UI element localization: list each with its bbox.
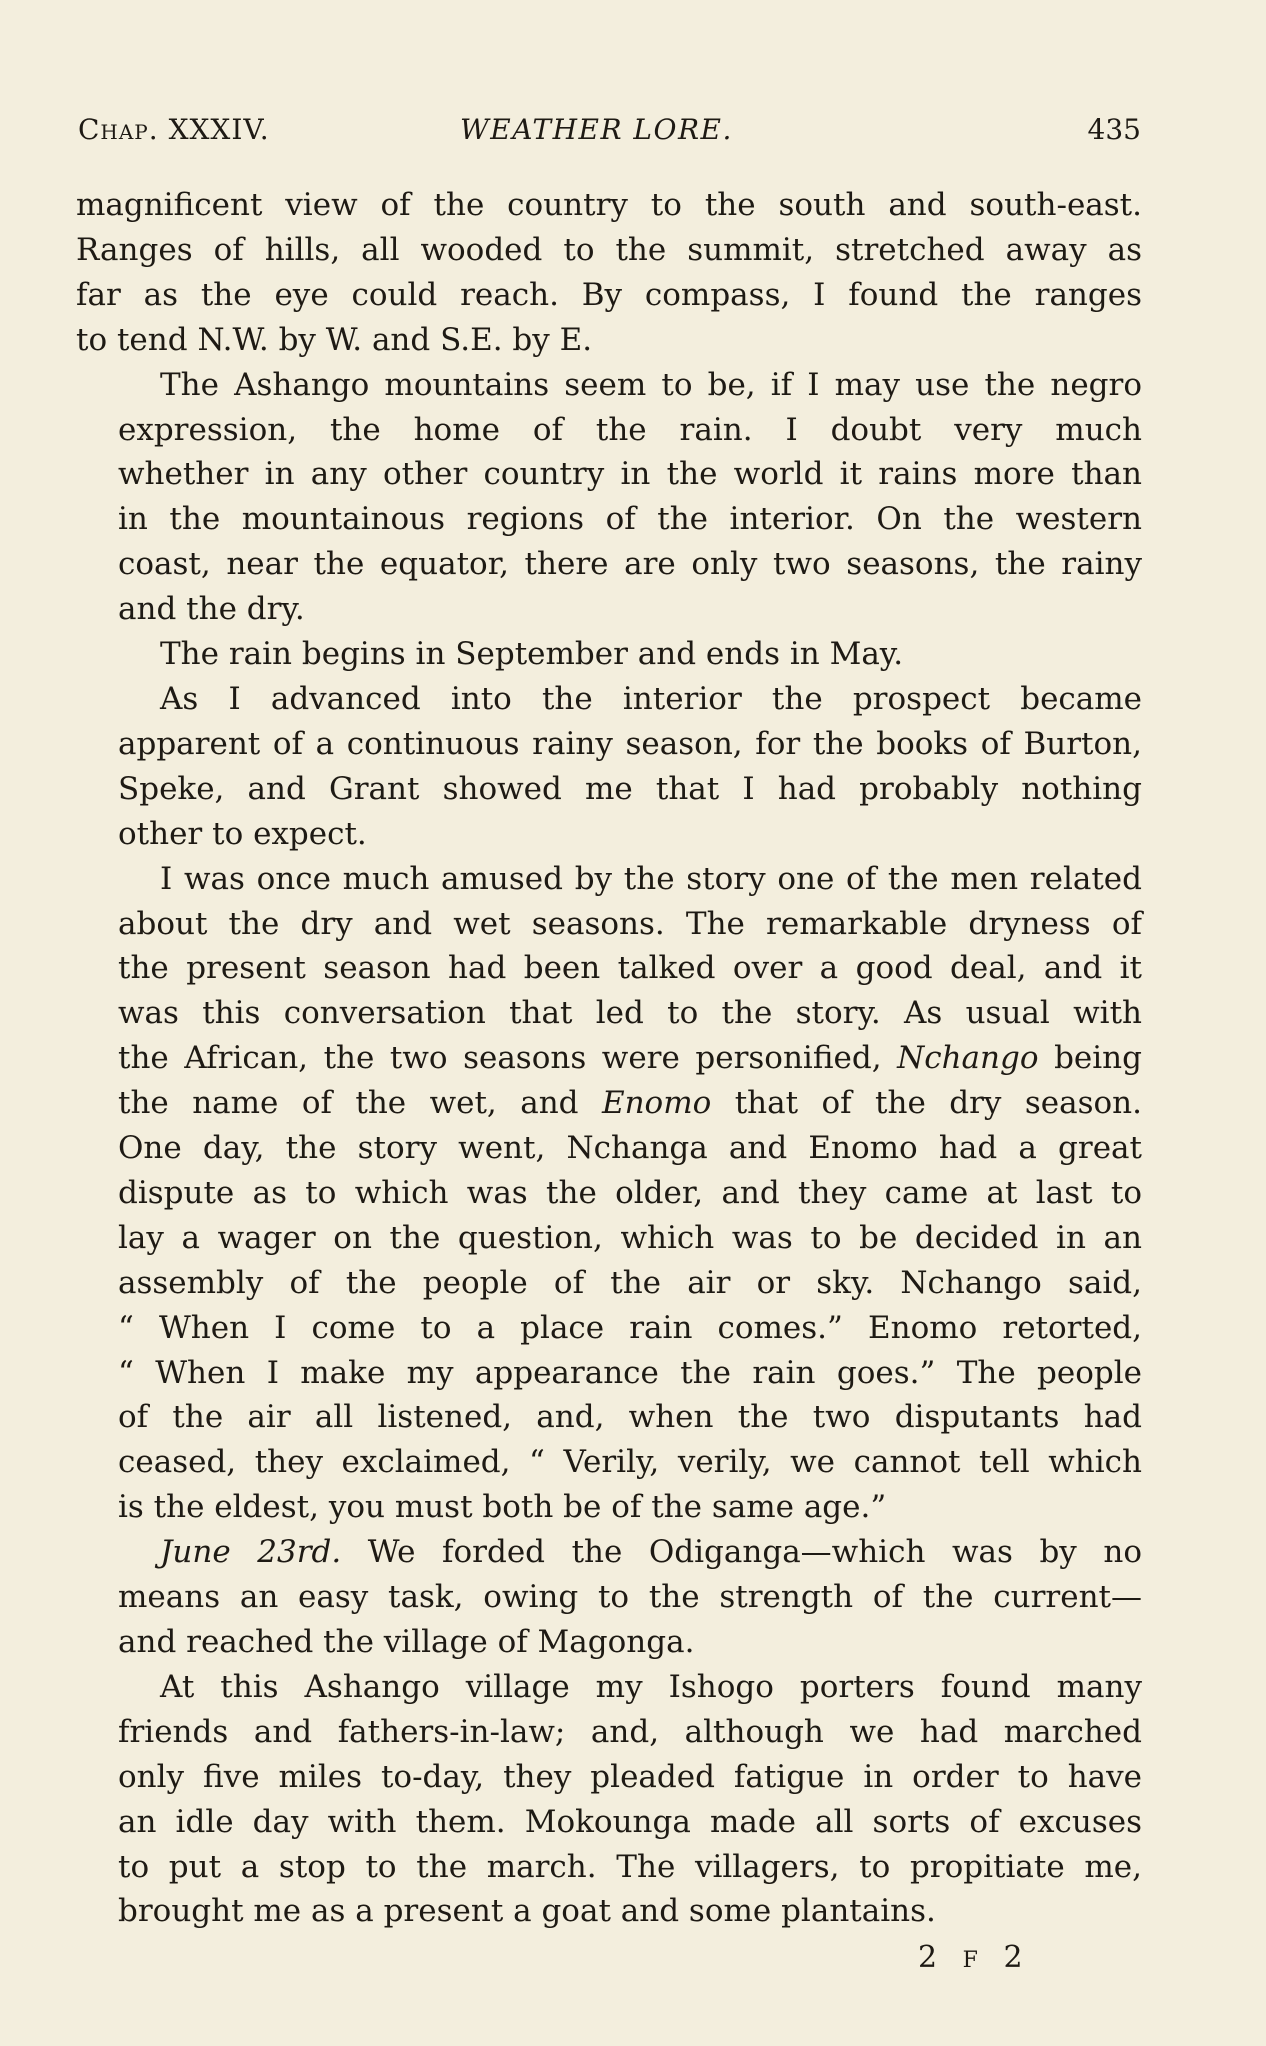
paragraph: [76, 1530, 1142, 1665]
italic-term: Enomo: [601, 1085, 712, 1122]
text-line: apparent of a continuous rainy season, for the books of Burton,: [118, 725, 1142, 762]
paragraph: [76, 677, 1142, 857]
running-head: [78, 108, 1141, 152]
text-line: friends and fathers-in-law; and, although we had marched: [118, 1713, 1142, 1750]
paragraph: [76, 363, 1142, 632]
text-line: and the dry.: [118, 591, 305, 628]
signature-number: 2: [918, 1940, 946, 1975]
text-line: about the dry and wet seasons. The remarkable dryness of: [118, 905, 1142, 942]
paragraph: [76, 857, 1142, 1531]
italic-term: Nchango: [897, 1040, 1039, 1077]
text-line: expression, the home of the rain. I doubt very much: [118, 411, 1142, 448]
text-line: I was once much amused by the story one of the men related: [160, 860, 1142, 897]
text-line: assembly of the people of the air or sky. Nchango said,: [118, 1264, 1142, 1301]
text-line: whether in any other country in the world it rains more than: [118, 456, 1142, 493]
signature-number-2: 2: [1003, 1940, 1031, 1975]
text-line: far as the eye could reach. By compass, I found the ranges: [76, 276, 1142, 313]
text-line: One day, the story went, Nchanga and Enomo had a great: [118, 1130, 1142, 1167]
paragraph: [76, 1665, 1142, 1934]
running-title: WEATHER LORE.: [460, 113, 733, 146]
text-line: magnificent view of the country to the south and south-east.: [76, 187, 1142, 223]
text-line: is the eldest, you must both be of the same age.”: [118, 1489, 887, 1526]
text-line: The Ashango mountains seem to be, if I may use the negro: [160, 366, 1142, 403]
text-line: and reached the village of Magonga.: [118, 1624, 695, 1660]
paragraph: [76, 183, 1142, 363]
text-line: “ When I make my appearance the rain goes.” The people: [118, 1354, 1142, 1391]
chapter-label: Chap. XXXIV.: [78, 113, 270, 146]
text-line: means an easy task, owing to the strength of the current—: [118, 1579, 1142, 1616]
signature-letter: F: [962, 1948, 986, 1973]
text-line: other to expect.: [118, 815, 367, 852]
text-line: an idle day with them. Mokounga made all sorts of excuses: [118, 1803, 1142, 1840]
text-line: to tend N.W. by W. and S.E. by E.: [76, 321, 593, 358]
text-line: in the mountainous regions of the interior. On the western: [118, 501, 1142, 538]
text-line: brought me as a present a goat and some plantains.: [118, 1893, 936, 1930]
text-line: lay a wager on the question, which was to be decided in an: [118, 1219, 1142, 1256]
body-text: [76, 183, 1142, 1934]
text-line: ceased, they exclaimed, “ Verily, verily, we cannot tell which: [118, 1444, 1142, 1481]
italic-date: June 23rd.: [160, 1534, 342, 1571]
text-line: dispute as to which was the older, and they came at last to: [118, 1174, 1142, 1211]
printer-signature: [918, 1940, 1031, 1975]
text-line: of the air all listened, and, when the two disputants had: [118, 1399, 1142, 1436]
text-line: As I advanced into the interior the prospect became: [160, 680, 1142, 717]
text-line: the present season had been talked over a good deal, and it: [118, 950, 1142, 987]
text-line: “ When I come to a place rain comes.” Enomo retorted,: [118, 1309, 1142, 1346]
text-line: only five miles to-day, they pleaded fatigue in order to have: [118, 1758, 1142, 1795]
text-line: The rain begins in September and ends in May.: [160, 636, 904, 673]
text-line: Ranges of hills, all wooded to the summit, stretched away as: [76, 231, 1142, 268]
paragraph: [76, 632, 1142, 677]
text-line: coast, near the equator, there are only two seasons, the rainy: [118, 546, 1142, 583]
text-line: was this conversation that led to the story. As usual with: [118, 995, 1142, 1032]
text-line: the African, the two seasons were personified, Nchango being: [118, 1040, 1142, 1077]
page-number: 435: [1087, 113, 1141, 146]
text-line: At this Ashango village my Ishogo porters found many: [160, 1668, 1142, 1705]
text-line: June 23rd. We forded the Odiganga—which was by no: [160, 1534, 1142, 1571]
text-line: the name of the wet, and Enomo that of the dry season.: [118, 1085, 1142, 1122]
text-line: Speke, and Grant showed me that I had probably nothing: [118, 770, 1142, 807]
text-line: to put a stop to the march. The villagers, to propitiate me,: [118, 1848, 1142, 1885]
